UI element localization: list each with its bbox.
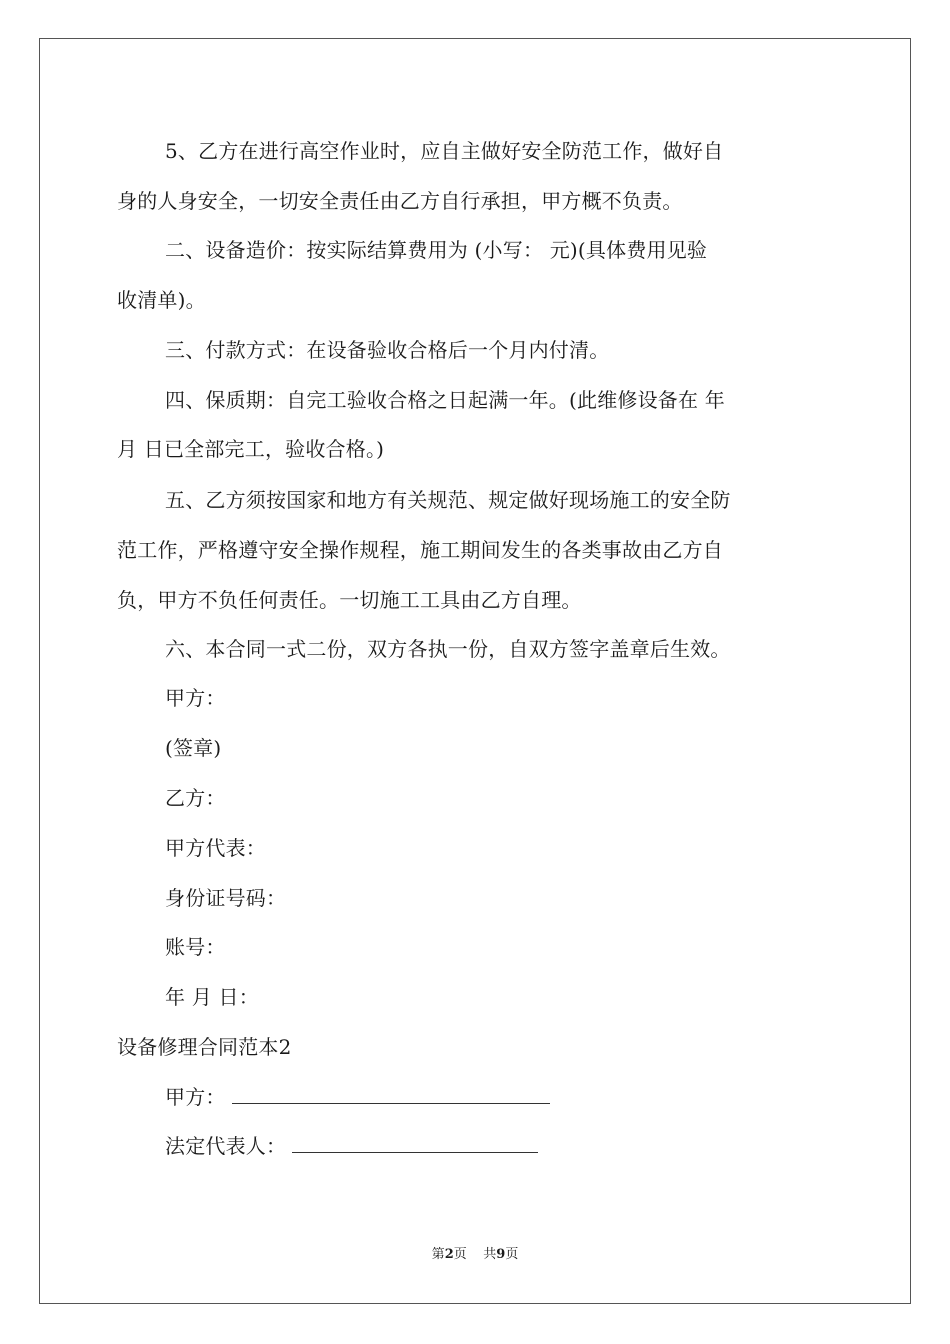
date-label (165, 983, 259, 1011)
text-line: 六、本合同一式二份，双方各执一份，自双方签字盖章后生效。 (165, 637, 731, 661)
footer-suffix: 页 (505, 1247, 519, 1262)
clause-5-line-3 (117, 586, 582, 614)
text-line: 账号： (165, 935, 226, 959)
text-line: (签章) (165, 736, 222, 760)
clause-5-line-2 (117, 536, 723, 564)
text-line: 月 日已全部完工，验收合格。) (117, 437, 385, 461)
party-b-label (165, 784, 226, 812)
legal-representative-blank-line (292, 1132, 538, 1153)
clause-3-line (165, 336, 609, 364)
text-line: 甲方： (165, 1085, 226, 1109)
clause-2-line-1 (165, 236, 707, 264)
clause-4-line-1 (165, 386, 725, 414)
footer-middle: 页 共 (453, 1247, 497, 1262)
party-a-label (165, 684, 226, 712)
text-line: 甲方代表： (165, 836, 266, 860)
text-line: 甲方： (165, 686, 226, 710)
paragraph-5-line-1 (165, 137, 832, 165)
footer-prefix: 第 (431, 1247, 445, 1262)
clause-5-line-1 (165, 486, 731, 514)
text-line: 三、付款方式：在设备验收合格后一个月内付清。 (165, 338, 610, 362)
text-line: 收清单)。 (117, 288, 206, 312)
text-line: 5、乙方在进行高空作业时，应自主做好安全防范工作，做好自 (165, 139, 724, 163)
account-label (165, 933, 226, 961)
text-line: 二、设备造价：按实际结算费用为 (小写： 元)(具体费用见验 (165, 238, 708, 262)
text-line: 身份证号码： (165, 886, 287, 910)
party-a-representative-label (165, 834, 266, 862)
text-line: 负，甲方不负任何责任。一切施工工具由乙方自理。 (117, 588, 582, 612)
text-line: 设备修理合同范本2 (117, 1035, 292, 1059)
text-line: 五、乙方须按国家和地方有关规范、规定做好现场施工的安全防 (165, 488, 731, 512)
text-line: 范工作，严格遵守安全操作规程，施工期间发生的各类事故由乙方自 (117, 538, 723, 562)
party-a-blank-line (232, 1083, 550, 1104)
page-border (39, 38, 911, 1304)
text-line: 法定代表人： (165, 1134, 287, 1158)
id-number-label (165, 884, 286, 912)
paragraph-5-line-2 (117, 187, 683, 215)
text-line: 身的人身安全，一切安全责任由乙方自行承担，甲方概不负责。 (117, 189, 683, 213)
seal-label (165, 734, 221, 762)
footer-total-pages: 9 (496, 1247, 506, 1262)
text-line: 年 月 日： (165, 985, 259, 1009)
footer-page-number: 2 (444, 1247, 454, 1262)
legal-representative-field (165, 1132, 538, 1160)
clause-4-line-2 (117, 435, 384, 463)
party-a-field (165, 1083, 550, 1111)
text-line: 四、保质期：自完工验收合格之日起满一年。(此维修设备在 年 (165, 388, 725, 412)
clause-6-line (165, 635, 731, 663)
section-title (117, 1033, 292, 1061)
clause-2-line-2 (117, 286, 206, 314)
page-footer (0, 1246, 950, 1264)
text-line: 乙方： (165, 786, 226, 810)
